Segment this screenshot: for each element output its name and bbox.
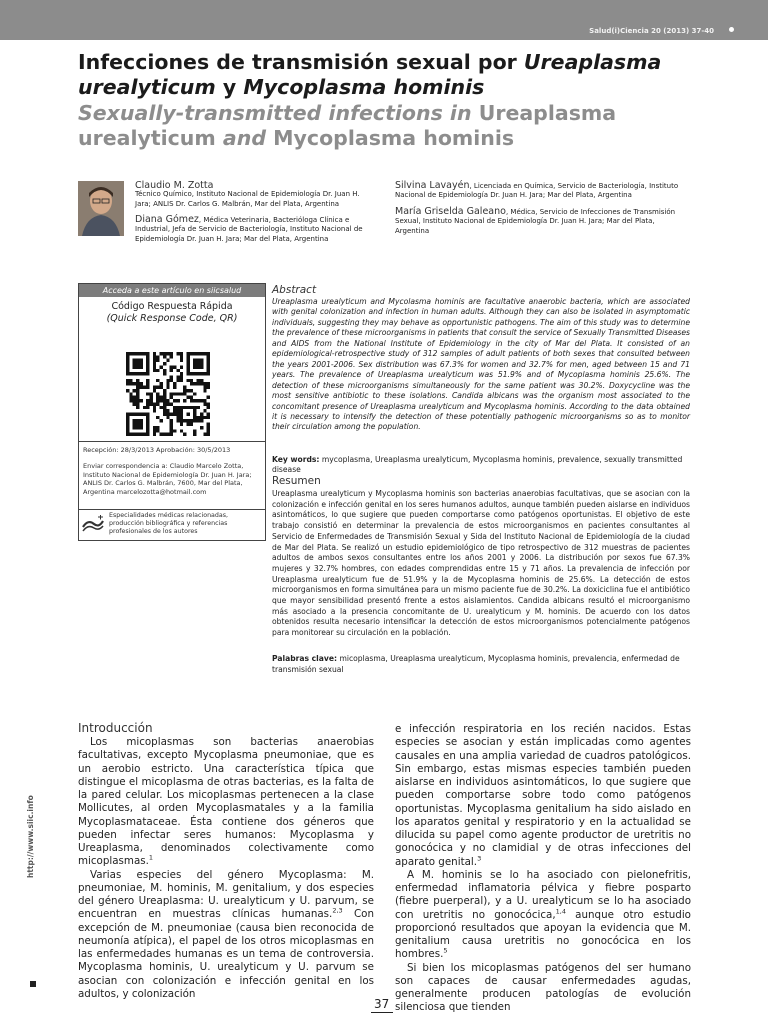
left-p1-text: Los micoplasmas son bacterias anaerobias facultativas, excepto Mycoplasma pneumoniae, que es un aerobio estricto. Una característica típica que distingue el micoplasma de otras bacterias, es la falta de la pared celular. Los micoplasmas pertenecen a la clase Mollicutes, al orden Mycoplasmatales y a la familia Mycoplasmataceae. Ésta contiene dos géneros que pueden infectar seres humanos: Mycoplasma y Ureaplasma, denominados colectivamente como micoplasmas. [78,736,374,868]
right-p1-text: e infección respiratoria en los recién nacidos. Estas especies se asocian y están implicadas como agentes causales en una amplia variedad de cuadros patológicos. Sin embargo, estas mismas especies también pueden aislarse en individuos asintomáticos, lo que sugiere que pueden comportarse sobre todo como patógenos oportunistas. Mycoplasma genitalium ha sido aislado en los aparatos genital y respiratorio y en la actualidad se dilucida su papel como agente productor de uretritis no gonocócica y no clamidial y de otras infecciones del aparato genital. [395,723,691,868]
keywords [272,455,690,475]
abstract-heading: Abstract [272,284,317,296]
qr-box-header[interactable]: Acceda a este artículo en siicsalud [79,284,265,297]
author-4 [395,207,691,236]
title-english [78,101,698,151]
body-column-right [395,723,691,1015]
abstract-text: Ureaplasma urealyticum and Mycolasma hominis are facultative anaerobic bacteria, which are associated with genital colonization and infection in human adults. Although they can also be isolated in asymptomatic individuals, suggesting they may behave as opportunistic pathogens. The aim of this study was to determine the prevalence of these microorganisms in patients that consult the service of Sexually Transmitted Diseases and AIDS from the National Institute of Epidemiology in the city of Mar del Plata. It consisted of an epidemiological-retrospective study of 312 samples of adult patients of both sexes that consulted between the years 2001-2006. Sex distribution was 67.3% for women and 32.7% for men, aged between 15 and 71 years. The prevalence of Ureaplasma urealyticum was 51.9% and of Mycoplasma hominis 25.6%. The detection of these microorganisms simultaneously for the same patient was 30.2%. Doxycycline was the most sensitive antibiotic to these isolations. Candida albicans was the organism most associated to the concomitant presence of Ureaplasma urealyticum and Mycoplasma hominis. According to the data obtained it is necessary to intensify the detection of these potentially pathogenic microorganisms so as to monitor their circulation among the population. [272,297,690,432]
resumen-heading: Resumen [272,475,321,487]
right-paragraph-3 [395,962,691,1015]
qr-box-subtitle: (Quick Response Code, QR) [106,313,238,324]
palabras-clave [272,654,690,675]
qr-code-image[interactable] [126,352,210,436]
author-photo [78,181,124,236]
title-en-part: Sexually-transmitted infections in [78,101,479,125]
body-column-left [78,736,374,1001]
author-1 [135,181,363,209]
left-paragraph-1 [78,736,374,869]
page-number: 37 [374,997,390,1011]
author-4-affiliation: , Médica, Servicio de Infecciones de Transmisión Sexual, Instituto Nacional de Epidemiología Dr. Juan H. Jara; Mar del Plata, Argentina [395,208,676,235]
resumen-text: Ureaplasma urealyticum y Mycoplasma hominis son bacterias anaerobias facultativas, que se asocian con la colonización e infección genital en los seres humanos adultos, aunque también pueden aislarse en individuos asintomáticos, lo que sugiere que pueden comportarse como patógenos oportunistas. El objetivo de este trabajo consistió en determinar la prevalencia de estos microorganismos en pacientes consultantes al Servicio de Enfermedades de Transmisión Sexual y Sida del Instituto Nacional de Epidemiología de la ciudad de Mar del Plata. Se realizó un estudio epidemiológico de tipo retrospectivo de 312 muestras de pacientes adultos de ambos sexos consultantes entre los años 2001 y 2006. La distribución por sexos fue 67.3% mujeres y 32.7% hombres, con edades comprendidas entre 15 y 71 años. La prevalencia de infección por Ureaplasma urealyticum fue de 51.9% y la de Mycoplasma hominis de 25.6%. La detección de estos microorganismos en forma simultánea para un mismo paciente fue de 30.2%. La doxiciclina fue el antibiótico que mayor sensibilidad presentó frente a estos aislamientos. Candida albicans resultó el microorganismo más asociado a la presencia concomitante de U. urealyticum y M. hominis. De acuerdo con los datos obtenidos resulta necesario intensificar la detección de estos microorganismos potencialmente patógenos para monitorear su circulación en la población. [272,489,690,638]
author-2-name: Diana Gómez [135,214,199,225]
intro-heading: Introducción [78,721,153,735]
keywords-text: mycoplasma, Ureaplasma urealyticum, Mycoplasma hominis, prevalence, sexually transmitted disease [272,455,683,474]
author-2-affiliation: , Médica Veterinaria, Bacterióloga Clínica e Industrial, Jefa de Servicio de Bacteriología, Instituto Nacional de Epidemiología Dr. Juan H. Jara; Mar del Plata, Argentina [135,216,363,243]
left-p1-ref: 1 [148,853,154,862]
qr-box-divider-2 [79,509,265,510]
author-3 [395,181,691,201]
qr-box-divider [79,441,265,442]
qr-info-box [78,283,266,541]
right-p3-text: Si bien los micoplasmas patógenos del ser humano son capaces de causar enfermedades agudas, generalmente producen patologías de evolución silenciosa que tienden [395,961,691,1014]
palabras-clave-text: micoplasma, Ureaplasma urealyticum, Mycoplasma hominis, prevalencia, enfermedad de transmisión sexual [272,654,680,674]
journal-header-bar [0,0,768,40]
title-es-connector: y [215,75,244,99]
author-2 [135,215,363,244]
side-square-marker [30,981,36,987]
correspondence-address: Enviar correspondencia a: Claudio Marcelo Zotta, Instituto Nacional de Epidemiología Dr. Juan H. Jara; ANLIS Dr. Carlos G. Malbrán, 7600, Mar del Plata, Argentina marcelozotta@hotmail.com [83,462,252,496]
title-es-part: Infecciones de transmisión sexual por [78,50,524,74]
right-p2-text: A M. hominis se lo ha asociado con pielonefritis, enfermedad inflamatoria pélvica y fiebre posparto (fiebre puerperal), y a U. urealyticum se lo ha asociado con uretritis no gonocócica, [395,868,691,921]
title-es-species-2: Mycoplasma hominis [243,75,485,99]
siic-logo-icon [81,515,105,533]
author-1-affiliation: Técnico Químico, Instituto Nacional de Epidemiología Dr. Juan H. Jara; ANLIS Dr. Carlos G. Malbrán, Mar del Plata, Argentina [135,190,360,208]
right-paragraph-1 [395,723,691,869]
reception-dates: Recepción: 28/3/2013 Aprobación: 30/5/2013 [83,446,231,454]
journal-citation: Salud(i)Ciencia 20 (2013) 37-40 [589,27,714,35]
qr-box-title: Código Respuesta Rápida [111,301,233,312]
right-p2b-text: aunque otro estudio proporcionó resultados que apoyan la evidencia que M. genitalium causa uretritis no gonocócica en los hombres. [395,908,691,961]
title-en-connector: and [215,126,274,150]
author-3-affiliation: , Licenciada en Química, Servicio de Bacteriología, Instituto Nacional de Epidemiología Dr. Juan H. Jara; Mar del Plata, Argentina [395,182,679,200]
title-es-species-1: Ureaplasma urealyticum [78,50,662,99]
title-spanish [78,50,698,100]
title-en-species-2: Mycoplasma hominis [273,126,515,150]
header-dot [729,27,734,32]
keywords-label: Key words: [272,455,320,464]
specialties-link[interactable]: Especialidades médicas relacionadas, producción bibliográfica y referencias profesionales de los autores [109,512,229,535]
right-p2b-ref: 5 [443,946,448,955]
right-paragraph-2 [395,869,691,962]
title-en-species-1: Ureaplasma urealyticum [78,101,617,150]
left-paragraph-2 [78,869,374,1002]
author-1-name: Claudio M. Zotta [135,180,214,191]
author-4-name: María Griselda Galeano [395,206,506,217]
right-p1-ref: 3 [477,854,482,863]
left-p2-text: Varias especies del género Mycoplasma: M. pneumoniae, M. hominis, M. genitalium, y dos especies del género Ureaplasma: U. urealyticum y U. parvum, se encuentran en muestras clínicas humanas. [78,868,374,921]
author-3-name: Silvina Lavayén [395,180,470,191]
side-url-link[interactable]: http://www.siic.info [26,795,35,878]
left-p2b-text: Con excepción de M. pneumoniae (causa bien reconocida de neumonía atípica), el papel de los otros micoplasmas en las enfermedades humanas es un tema de controversia. Mycoplasma hominis, U. urealyticum y U. parvum se asocian con colonización e infección genital en los adultos, y colonización [78,908,374,1000]
right-p2-ref: 1,4 [555,907,566,916]
palabras-clave-label: Palabras clave: [272,654,338,663]
left-p2-ref: 2,3 [332,906,343,915]
page-number-underline [371,1012,393,1013]
